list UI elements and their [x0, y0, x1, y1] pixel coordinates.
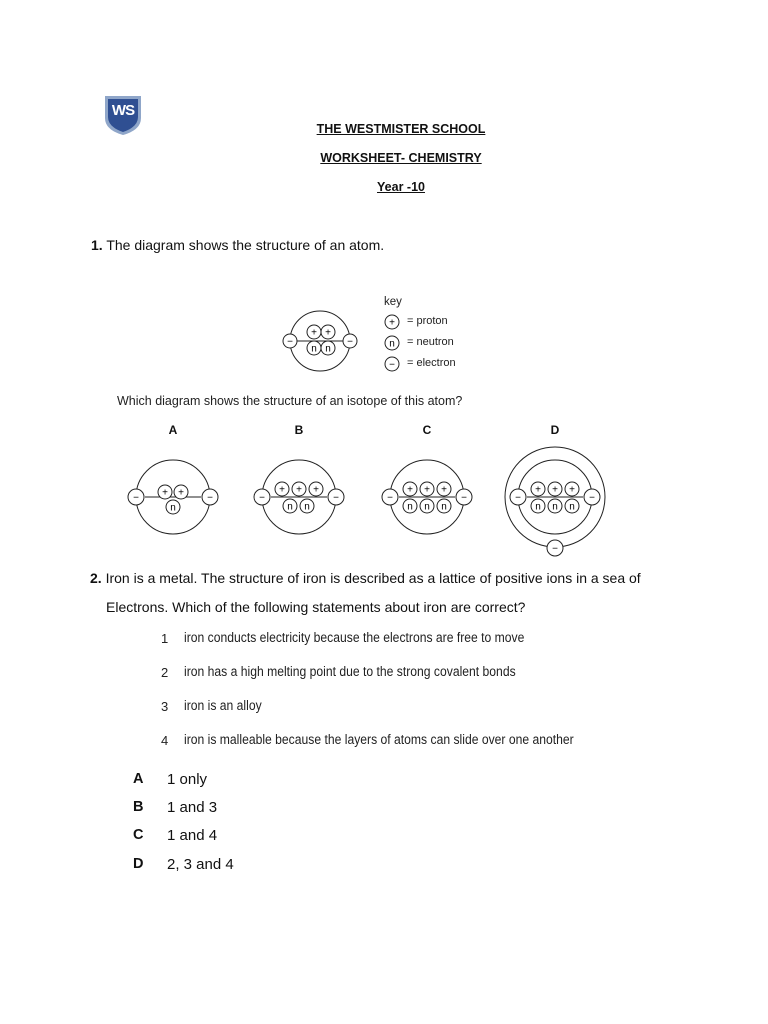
proton: [531, 482, 545, 496]
proton: [158, 485, 172, 499]
svg-text:n: n: [311, 343, 317, 355]
svg-text:n: n: [407, 501, 413, 513]
diagram-c: [377, 457, 477, 537]
school-name: THE WESTMISTER SCHOOL: [316, 122, 486, 136]
logo-text: WS: [111, 102, 135, 119]
question-2-number: 2.: [90, 570, 102, 586]
statement-text: iron conducts electricity because the electrons are free to move: [184, 630, 525, 645]
svg-text:+: +: [441, 484, 447, 496]
answer-letter-a: A: [133, 771, 144, 787]
question-1: [91, 237, 384, 253]
neutron: [283, 499, 297, 513]
svg-text:−: −: [387, 492, 393, 504]
statement-text: iron is malleable because the layers of atoms can slide over one another: [184, 732, 574, 747]
diagram-label-a: A: [168, 423, 178, 437]
statement-number: 1: [161, 631, 169, 646]
answer-text-c: 1 and 4: [167, 827, 218, 844]
answer-letter-c: C: [133, 827, 144, 843]
electron: [128, 489, 144, 505]
svg-text:+: +: [296, 484, 302, 496]
svg-text:+: +: [535, 484, 541, 496]
electron: [328, 489, 344, 505]
question-1-number: 1.: [91, 237, 103, 253]
electron: [584, 489, 600, 505]
svg-text:n: n: [552, 501, 558, 513]
svg-text:−: −: [333, 492, 339, 504]
neutron: [321, 341, 335, 355]
svg-text:−: −: [347, 336, 353, 348]
key-electron-label: = electron: [407, 357, 456, 369]
diagram-b: [249, 457, 349, 537]
svg-text:+: +: [569, 484, 575, 496]
neutron: [166, 500, 180, 514]
diagram-label-d: D: [550, 423, 560, 437]
svg-text:−: −: [552, 543, 558, 555]
answer-text-b: 1 and 3: [167, 799, 218, 816]
worksheet-title: WORKSHEET- CHEMISTRY: [320, 151, 482, 165]
svg-text:n: n: [287, 501, 293, 513]
svg-text:−: −: [515, 492, 521, 504]
statement-number: 2: [161, 665, 169, 680]
electron: [343, 334, 357, 348]
proton: [174, 485, 188, 499]
proton: [321, 325, 335, 339]
proton-icon: [385, 315, 399, 329]
proton: [565, 482, 579, 496]
electron: [547, 540, 563, 556]
electron: [510, 489, 526, 505]
svg-text:n: n: [325, 343, 331, 355]
electron: [456, 489, 472, 505]
electron: [202, 489, 218, 505]
key-neutron-label: = neutron: [407, 336, 454, 348]
svg-text:+: +: [162, 487, 168, 499]
svg-text:−: −: [207, 492, 213, 504]
svg-text:+: +: [424, 484, 430, 496]
svg-text:+: +: [279, 484, 285, 496]
svg-text:−: −: [389, 359, 395, 371]
svg-text:n: n: [170, 502, 176, 514]
answer-text-a: 1 only: [167, 771, 208, 788]
neutron-icon: [385, 336, 399, 350]
proton: [548, 482, 562, 496]
key-proton-label: = proton: [407, 315, 448, 327]
atom-diagram: [270, 305, 370, 375]
svg-text:n: n: [441, 501, 447, 513]
neutron: [437, 499, 451, 513]
proton: [437, 482, 451, 496]
isotope-question: Which diagram shows the structure of an isotope of this atom?: [117, 394, 463, 408]
svg-text:+: +: [407, 484, 413, 496]
answer-text-d: 2, 3 and 4: [167, 856, 234, 873]
neutron: [548, 499, 562, 513]
question-2-line-2: Electrons. Which of the following statements about iron are correct?: [106, 599, 526, 615]
statement-text: iron is an alloy: [184, 698, 262, 713]
svg-text:n: n: [304, 501, 310, 513]
diagram-d: [500, 442, 610, 558]
svg-text:+: +: [389, 317, 395, 329]
proton: [307, 325, 321, 339]
svg-text:−: −: [259, 492, 265, 504]
answer-letter-b: B: [133, 799, 144, 815]
svg-text:n: n: [569, 501, 575, 513]
diagram-label-b: B: [294, 423, 304, 437]
proton: [292, 482, 306, 496]
neutron: [300, 499, 314, 513]
question-2-line-1: [90, 570, 641, 586]
neutron: [420, 499, 434, 513]
statement-text: iron has a high melting point due to the strong covalent bonds: [184, 664, 516, 679]
electron-icon: [385, 357, 399, 371]
svg-text:n: n: [389, 338, 395, 350]
svg-text:+: +: [313, 484, 319, 496]
neutron: [403, 499, 417, 513]
question-2-text: Iron is a metal. The structure of iron is described as a lattice of positive ions in a sea of: [105, 570, 641, 586]
key-symbols: [382, 312, 402, 382]
year-label: Year -10: [377, 180, 425, 194]
neutron: [565, 499, 579, 513]
electron: [382, 489, 398, 505]
svg-text:−: −: [287, 336, 293, 348]
neutron: [531, 499, 545, 513]
proton: [275, 482, 289, 496]
svg-text:n: n: [535, 501, 541, 513]
svg-text:−: −: [461, 492, 467, 504]
svg-text:+: +: [178, 487, 184, 499]
key-title: key: [384, 296, 402, 308]
svg-text:+: +: [311, 327, 317, 339]
diagram-a: [123, 457, 223, 537]
neutron: [307, 341, 321, 355]
diagram-label-c: C: [422, 423, 432, 437]
svg-text:n: n: [424, 501, 430, 513]
proton: [403, 482, 417, 496]
answer-letter-d: D: [133, 856, 144, 872]
svg-text:−: −: [133, 492, 139, 504]
electron: [283, 334, 297, 348]
proton: [309, 482, 323, 496]
svg-text:+: +: [325, 327, 331, 339]
svg-text:−: −: [589, 492, 595, 504]
proton: [420, 482, 434, 496]
statement-number: 4: [161, 733, 169, 748]
svg-text:+: +: [552, 484, 558, 496]
electron: [254, 489, 270, 505]
statement-number: 3: [161, 699, 169, 714]
question-1-text: The diagram shows the structure of an atom.: [106, 237, 385, 253]
